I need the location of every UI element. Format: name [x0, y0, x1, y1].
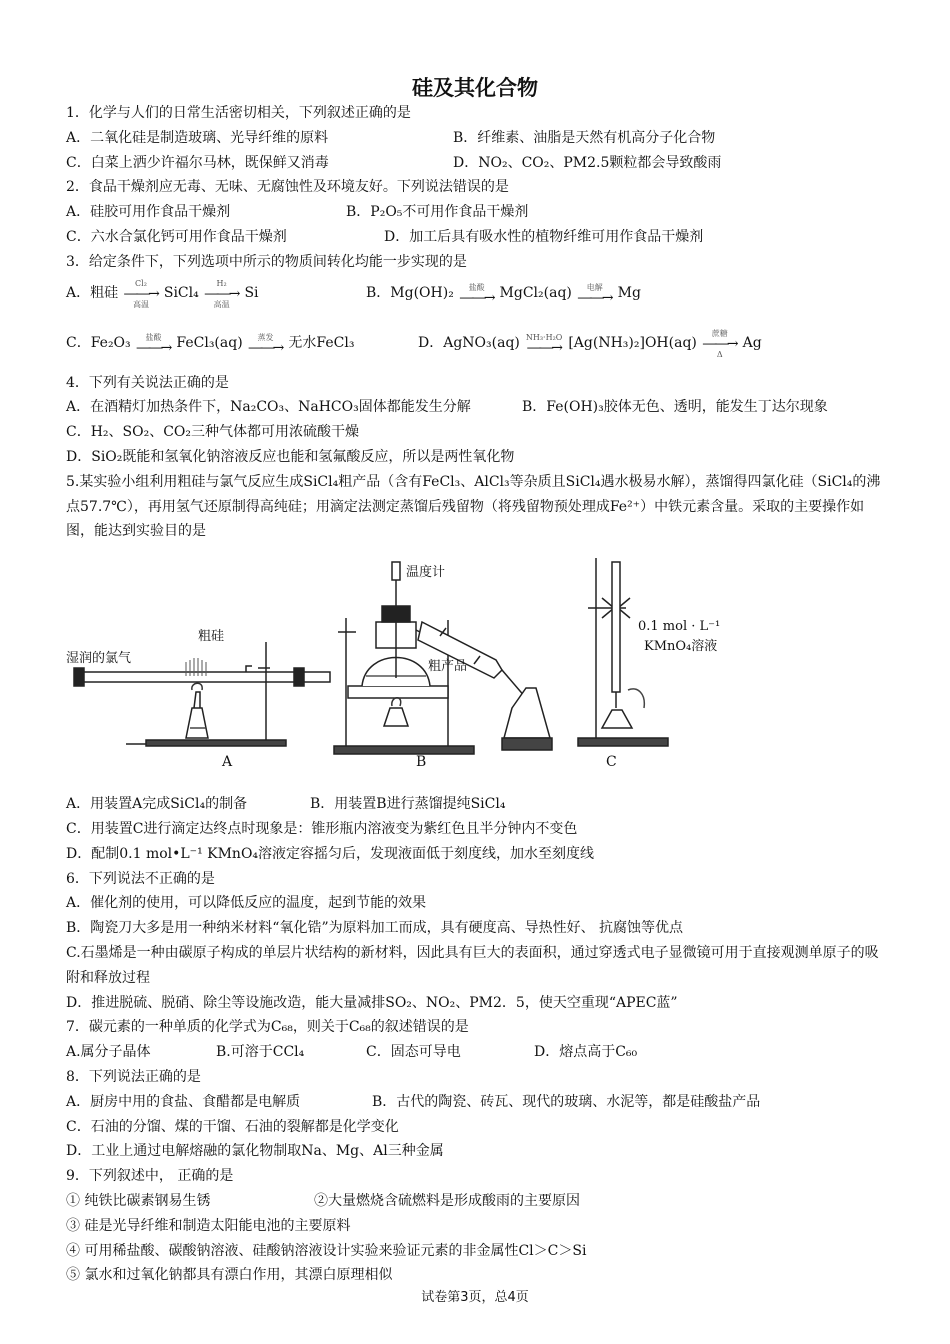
option-c: C．六水合氯化钙可用作食品干燥剂 [66, 228, 287, 245]
tag-b: B [416, 754, 427, 771]
option-c: C．H₂、SO₂、CO₂三种气体都可用浓硫酸干燥 [66, 424, 360, 441]
apparatus-figure [66, 544, 886, 792]
option-a: A．硅胶可用作食品干燥剂 [66, 204, 231, 221]
question-9-stem: 9．下列叙述中， 正确的是 [66, 1168, 234, 1185]
option-a: A．粗硅 Cl₂ ――→ 高温 SiCl₄ H₂ ――→ 高温 Si [66, 278, 259, 309]
option-d: D．熔点高于C₆₀ [534, 1044, 638, 1061]
question-1-options-ab [66, 126, 886, 151]
question-8-stem: 8．下列说法正确的是 [66, 1068, 201, 1085]
option-b: B．纤维素、油脂是天然有机高分子化合物 [453, 129, 716, 146]
option-c: C．白菜上洒少许福尔马林，既保鲜又消毒 [66, 154, 329, 171]
option-a: A．在酒精灯加热条件下，Na₂CO₃、NaHCO₃固体都能发生分解 [66, 399, 471, 416]
question-7-options [66, 1040, 886, 1065]
option-d: D．AgNO₃(aq) NH₃·H₂O ――→ [Ag(NH₃)₂]OH(aq) 蔗糖 ――→ Δ Ag [418, 328, 762, 359]
question-5-stem: 5.某实验小组利用粗硅与氯气反应生成SiCl₄粗产品（含有FeCl₃、AlCl₃等杂质且SiCl₄遇水极易水解），蒸馏得四氯化硅（SiCl₄的沸点57.7℃），再用氢气还原制得高纯硅；用滴定法测定蒸馏后残留物（将残留物预处理成Fe²⁺）中铁元素含量。采取的主要操作如图，能达到实验目的是 [66, 473, 881, 540]
statement-4: ④ 可用稀盐酸、碳酸钠溶液、硅酸钠溶液设计实验来验证元素的非金属性Cl＞C＞Si [66, 1242, 587, 1259]
statement-1: ① 纯铁比碳素钢易生锈 [66, 1192, 211, 1209]
reaction-arrow: H₂ ――→ 高温 [204, 278, 239, 309]
question-4-stem: 4．下列有关说法正确的是 [66, 374, 229, 391]
statement-5: ⑤ 氯水和过氧化钠都具有漂白作用，其漂白原理相似 [66, 1267, 393, 1284]
option-c: C．用装置C进行滴定达终点时现象是：锥形瓶内溶液变为紫红色且半分钟内不变色 [66, 820, 578, 837]
option-d: D．工业上通过电解熔融的氯化物制取Na、Mg、Al三种金属 [66, 1143, 444, 1160]
reaction-arrow: NH₃·H₂O ――→ [525, 333, 563, 357]
option-c: C．Fe₂O₃ 盐酸 ――→ FeCl₃(aq) 蒸发 ――→ 无水FeCl₃ [66, 333, 355, 357]
question-2-options-cd [66, 225, 886, 250]
question-2-stem: 2．食品干燥剂应无毒、无味、无腐蚀性及环境友好。下列说法错误的是 [66, 179, 509, 196]
question-9-statements-12 [66, 1189, 886, 1214]
label-kmno4-solution: KMnO₄溶液 [644, 639, 718, 655]
question-8-options-ab [66, 1090, 886, 1115]
label-thermometer: 温度计 [406, 565, 446, 581]
apparatus-svg [66, 558, 806, 778]
option-b: B．Fe(OH)₃胶体无色、透明，能发生丁达尔现象 [522, 399, 828, 416]
question-6-stem: 6．下列说法不正确的是 [66, 870, 215, 887]
option-b: B．用装置B进行蒸馏提纯SiCl₄ [310, 796, 506, 813]
option-c: C.石墨烯是一种由碳原子构成的单层片状结构的新材料，因此具有巨大的表面积，通过穿透式电子显微镜可用于直接观测单原子的吸附和释放过程 [66, 944, 879, 986]
apparatus-b [334, 562, 552, 754]
question-3-options-cd [66, 313, 886, 371]
option-c: C．固态可导电 [366, 1044, 461, 1061]
option-b: B．陶瓷刀大多是用一种纳米材料“氧化锆”为原料加工而成，具有硬度高、导热性好、 抗腐蚀等优点 [66, 920, 684, 937]
page-title: 硅及其化合物 [412, 76, 538, 100]
option-c: C．石油的分馏、煤的干馏、石油的裂解都是化学变化 [66, 1118, 399, 1135]
question-5-options-ab [66, 792, 886, 817]
option-d: D．推进脱硫、脱硝、除尘等设施改造，能大量减排SO₂、NO₂、PM2．5，使天空重现“APEC蓝” [66, 994, 678, 1011]
reaction-arrow: 电解 ――→ [577, 283, 612, 307]
option-d: D．配制0.1 mol•L⁻¹ KMnO₄溶液定容摇匀后，发现液面低于刻度线，加水至刻度线 [66, 845, 595, 862]
question-7-stem: 7．碳元素的一种单质的化学式为C₆₈，则关于C₆₈的叙述错误的是 [66, 1019, 469, 1036]
question-list [66, 101, 886, 1288]
option-d: D．SiO₂既能和氢氧化钠溶液反应也能和氢氟酸反应，所以是两性氧化物 [66, 448, 515, 465]
reaction-arrow: 蔗糖 ――→ Δ [702, 328, 737, 359]
option-b: B.可溶于CCl₄ [216, 1044, 305, 1061]
question-1-stem: 1．化学与人们的日常生活密切相关，下列叙述正确的是 [66, 105, 411, 121]
option-b: B．古代的陶瓷、砖瓦、现代的玻璃、水泥等，都是硅酸盐产品 [372, 1093, 761, 1110]
question-3-options-ab [66, 275, 886, 313]
reaction-arrow: 盐酸 ――→ [459, 283, 494, 307]
label-wet-cl2: 湿润的氯气 [66, 651, 132, 667]
option-a: A．催化剂的使用，可以降低反应的温度，起到节能的效果 [66, 895, 427, 912]
reaction-arrow: 蒸发 ――→ [248, 333, 283, 357]
option-d: D．加工后具有吸水性的植物纤维可用作食品干燥剂 [384, 228, 704, 245]
reaction-arrow: Cl₂ ――→ 高温 [124, 278, 158, 309]
option-a: A．厨房中用的食盐、食醋都是电解质 [66, 1093, 301, 1110]
label-kmno4-conc: 0.1 mol · L⁻¹ [638, 619, 721, 635]
question-3-stem: 3．给定条件下，下列选项中所示的物质间转化均能一步实现的是 [66, 253, 467, 270]
option-a: A．用装置A完成SiCl₄的制备 [66, 796, 248, 813]
option-a: A.属分子晶体 [66, 1044, 151, 1061]
reaction-arrow: 盐酸 ――→ [136, 333, 171, 357]
question-2-options-ab [66, 200, 886, 225]
label-crude-si: 粗硅 [198, 629, 225, 645]
option-a: A．二氧化硅是制造玻璃、光导纤维的原料 [66, 129, 329, 146]
statement-2: ②大量燃烧含硫燃料是形成酸雨的主要原因 [314, 1192, 580, 1209]
option-d: D．NO₂、CO₂、PM2.5颗粒都会导致酸雨 [453, 154, 722, 171]
statement-3: ③ 硅是光导纤维和制造太阳能电池的主要原料 [66, 1217, 351, 1234]
page-footer: 试卷第3页，总4页 [421, 1290, 529, 1305]
option-b: B．Mg(OH)₂ 盐酸 ――→ MgCl₂(aq) 电解 ――→ Mg [366, 283, 641, 307]
tag-a: A [222, 754, 233, 771]
question-1-options-cd [66, 151, 886, 176]
option-b: B．P₂O₅不可用作食品干燥剂 [346, 204, 529, 221]
tag-c: C [606, 754, 617, 771]
question-4-options-ab [66, 395, 886, 420]
label-crude-product: 粗产品 [428, 659, 468, 675]
